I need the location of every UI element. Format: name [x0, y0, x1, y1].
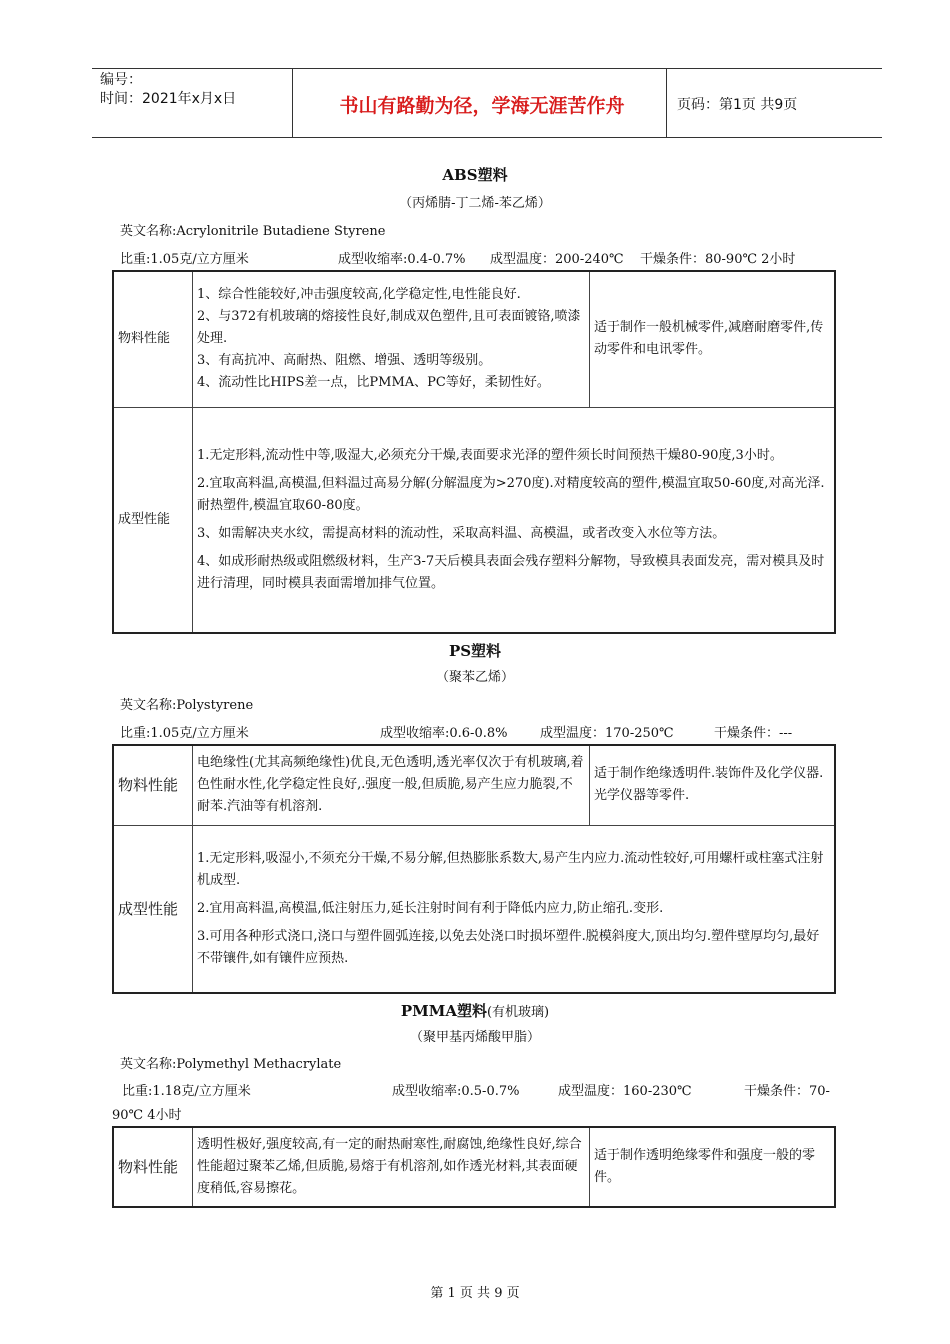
pmma-table	[112, 1126, 836, 1208]
ps-material-text: 电绝缘性(尤其高频绝缘性)优良,无色透明,透光率仅次于有机玻璃,着色性耐水性,化学稳定性良好,.强度一般,但质脆,易产生应力脆裂,不耐苯.汽油等有机溶剂.	[193, 745, 590, 825]
pmma-title-note: (有机玻璃)	[486, 1005, 550, 1020]
abs-shrink: 成型收缩率:0.4-0.7%	[338, 252, 466, 267]
ps-dry: 干燥条件：---	[714, 726, 793, 741]
pmma-dry-cont: 90℃ 4小时	[112, 1108, 182, 1123]
number-label: 编号：	[100, 72, 142, 88]
pmma-english-name: 英文名称:Polymethyl Methacrylate	[120, 1057, 342, 1072]
pmma-material-label: 物料性能	[113, 1127, 193, 1207]
ps-density: 比重:1.05克/立方厘米	[120, 726, 249, 741]
ps-molding-line: 3.可用各种形式浇口,浇口与塑件圆弧连接,以免去处浇口时损坏塑件.脱模斜度大,顶出均匀.塑件壁厚均匀,最好不带镶件,如有镶件应预热.	[197, 928, 820, 966]
ps-molding-cell	[193, 825, 836, 993]
abs-material-line: 2、与372有机玻璃的熔接性良好,制成双色塑件,且可表面镀铬,喷漆处理.	[197, 309, 581, 347]
header-divider	[292, 69, 293, 137]
abs-molding-line: 2.宜取高料温,高模温,但料温过高易分解(分解温度为>270度).对精度较高的塑件,模温宜取50-60度,对高光泽.耐热塑件,模温宜取60-80度。	[197, 475, 825, 513]
abs-material-label: 物料性能	[113, 271, 193, 407]
abs-material-line: 3、有高抗冲、高耐热、阻燃、增强、透明等级别。	[197, 353, 492, 369]
page-header	[92, 68, 882, 138]
ps-subtitle: （聚苯乙烯）	[435, 670, 514, 685]
pmma-temp: 成型温度：160-230℃	[558, 1084, 692, 1099]
header-page-label: 页码：第1页 共9页	[677, 97, 798, 113]
abs-usage: 适于制作一般机械零件,减磨耐磨零件,传动零件和电讯零件。	[590, 271, 836, 407]
abs-molding-line: 1.无定形料,流动性中等,吸湿大,必须充分干燥,表面要求光泽的塑件须长时间预热干燥80-90度,3小时。	[197, 447, 783, 463]
abs-material-line: 1、综合性能较好,冲击强度较高,化学稳定性,电性能良好.	[197, 287, 521, 303]
pmma-shrink: 成型收缩率:0.5-0.7%	[392, 1084, 520, 1099]
time-label: 时间：2021年x月x日	[100, 91, 237, 107]
abs-molding-label: 成型性能	[113, 407, 193, 633]
ps-molding-label: 成型性能	[113, 825, 193, 993]
ps-title: PS塑料	[448, 642, 502, 660]
pmma-usage: 适于制作透明绝缘零件和强度一般的零件。	[590, 1127, 836, 1207]
ps-shrink: 成型收缩率:0.6-0.8%	[380, 726, 508, 741]
pmma-title	[0, 1000, 950, 1021]
header-meta	[100, 71, 236, 109]
pmma-density: 比重:1.18克/立方厘米	[122, 1084, 251, 1099]
abs-molding-line: 4、如成形耐热级或阻燃级材料，生产3-7天后模具表面会残存塑料分解物，导致模具表面发亮，需对模具及时进行清理，同时模具表面需增加排气位置。	[197, 553, 825, 591]
pmma-title-main: PMMA塑料	[400, 1002, 487, 1020]
header-divider	[666, 69, 667, 137]
pmma-material-text: 透明性极好,强度较高,有一定的耐热耐寒性,耐腐蚀,绝缘性良好,综合性能超过聚苯乙烯,但质脆,易熔于有机溶剂,如作透光材料,其表面硬度稍低,容易擦花。	[193, 1127, 590, 1207]
abs-dry: 干燥条件：80-90℃ 2小时	[640, 252, 796, 267]
ps-material-label: 物料性能	[113, 745, 193, 825]
abs-title: ABS塑料	[442, 166, 508, 184]
abs-material-cell	[193, 271, 590, 407]
abs-material-line: 4、流动性比HIPS差一点，比PMMA、PC等好，柔韧性好。	[197, 375, 550, 391]
header-motto: 书山有路勤为径，学海无涯苦作舟	[339, 95, 625, 117]
ps-molding-line: 1.无定形料,吸湿小,不须充分干燥,不易分解,但热膨胀系数大,易产生内应力.流动性较好,可用螺杆或柱塞式注射机成型.	[197, 850, 824, 888]
pmma-subtitle: （聚甲基丙烯酸甲脂）	[409, 1030, 540, 1045]
ps-temp: 成型温度：170-250℃	[540, 726, 674, 741]
abs-molding-cell	[193, 407, 836, 633]
abs-table	[112, 270, 836, 634]
ps-table	[112, 744, 836, 994]
pmma-dry: 干燥条件：70-	[744, 1084, 830, 1099]
abs-subtitle: （丙烯腈-丁二烯-苯乙烯）	[399, 196, 551, 211]
abs-molding-line: 3、如需解决夹水纹，需提高材料的流动性，采取高料温、高模温，或者改变入水位等方法。	[197, 525, 726, 541]
page-footer: 第 1 页 共 9 页	[430, 1286, 520, 1301]
ps-molding-line: 2.宜用高料温,高模温,低注射压力,延长注射时间有利于降低内应力,防止缩孔.变形.	[197, 900, 664, 916]
abs-density: 比重:1.05克/立方厘米	[120, 252, 249, 267]
ps-usage: 适于制作绝缘透明件.装饰件及化学仪器.光学仪器等零件.	[590, 745, 836, 825]
abs-english-name: 英文名称:Acrylonitrile Butadiene Styrene	[120, 224, 386, 239]
ps-english-name: 英文名称:Polystyrene	[120, 698, 254, 713]
abs-temp: 成型温度：200-240℃	[490, 252, 624, 267]
